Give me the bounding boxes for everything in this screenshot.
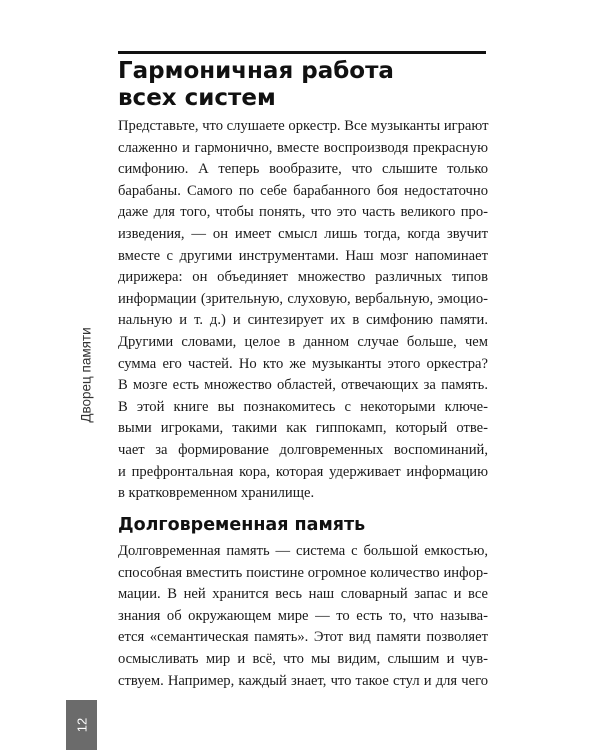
paragraph-line: выми игроками, такими как гиппокамп, который отве- <box>118 420 488 437</box>
paragraph-line: сумма его частей. Но кто же музыканты этого оркестра? <box>118 355 488 372</box>
paragraph-line: знания об окружающем мире — то есть то, что называ- <box>118 607 488 624</box>
paragraph-line: и префронтальная кора, которая удерживает информацию <box>118 463 488 480</box>
section-title-line-1: Гармоничная работа <box>118 58 394 84</box>
paragraph-line: В мозге есть множество областей, отвечающих за память. <box>118 377 488 394</box>
paragraph-line: способная вместить поистине огромное количество инфор- <box>118 564 488 581</box>
subsection-paragraph <box>118 541 488 692</box>
top-rule <box>118 51 486 54</box>
subsection-title: Долговременная память <box>118 515 366 535</box>
page-number: 12 <box>74 717 89 733</box>
paragraph-line: Представьте, что слушаете оркестр. Все музыканты играют <box>118 118 489 134</box>
section-title-line-2: всех систем <box>118 85 276 111</box>
paragraph-line: слаженно и гармонично, вместе воспроизводя прекрасную <box>118 139 488 156</box>
paragraph-line: В этой книге вы познакомитесь с некоторыми ключе- <box>118 398 488 415</box>
paragraph-line: барабаны. Самого по себе барабанного боя недостаточно <box>118 182 488 199</box>
paragraph-line: мации. В ней хранится весь наш словарный запас и все <box>118 586 488 603</box>
paragraph-line: нальную и т. д.) и синтезирует их в симфонию памяти. <box>118 312 488 329</box>
paragraph-line: осмысливать мир и всё, что мы видим, слышим и чув- <box>118 650 488 667</box>
paragraph-line: изведения, — он имеет смысл лишь тогда, когда звучит <box>118 225 488 242</box>
running-head: Дворец памяти <box>78 327 94 423</box>
paragraph-line: ствуем. Например, каждый знает, что такое стул и для чего <box>118 672 488 689</box>
paragraph-line: информации (зрительную, слуховую, вербальную, эмоцио- <box>118 290 488 307</box>
section-title <box>118 58 486 112</box>
section-paragraph <box>118 116 488 505</box>
page-number-tab <box>66 700 97 750</box>
paragraph-line: даже для того, чтобы понять, что это часть великого про- <box>118 204 488 221</box>
paragraph-line: вместе с другими инструментами. Наш мозг напоминает <box>118 247 488 264</box>
paragraph-line: в кратковременном хранилище. <box>118 485 315 502</box>
paragraph-line: симфонию. А теперь вообразите, что слышите только <box>118 161 488 178</box>
paragraph-line: Другими словами, целое в данном случае больше, чем <box>118 333 488 350</box>
paragraph-line: Долговременная память — система с большой емкостью, <box>118 543 488 559</box>
paragraph-line: дирижера: он объединяет множество различных типов <box>118 269 488 286</box>
paragraph-line: ется «семантическая память». Этот вид памяти позволяет <box>118 629 488 646</box>
paragraph-line: чает за формирование долговременных воспоминаний, <box>118 441 488 458</box>
